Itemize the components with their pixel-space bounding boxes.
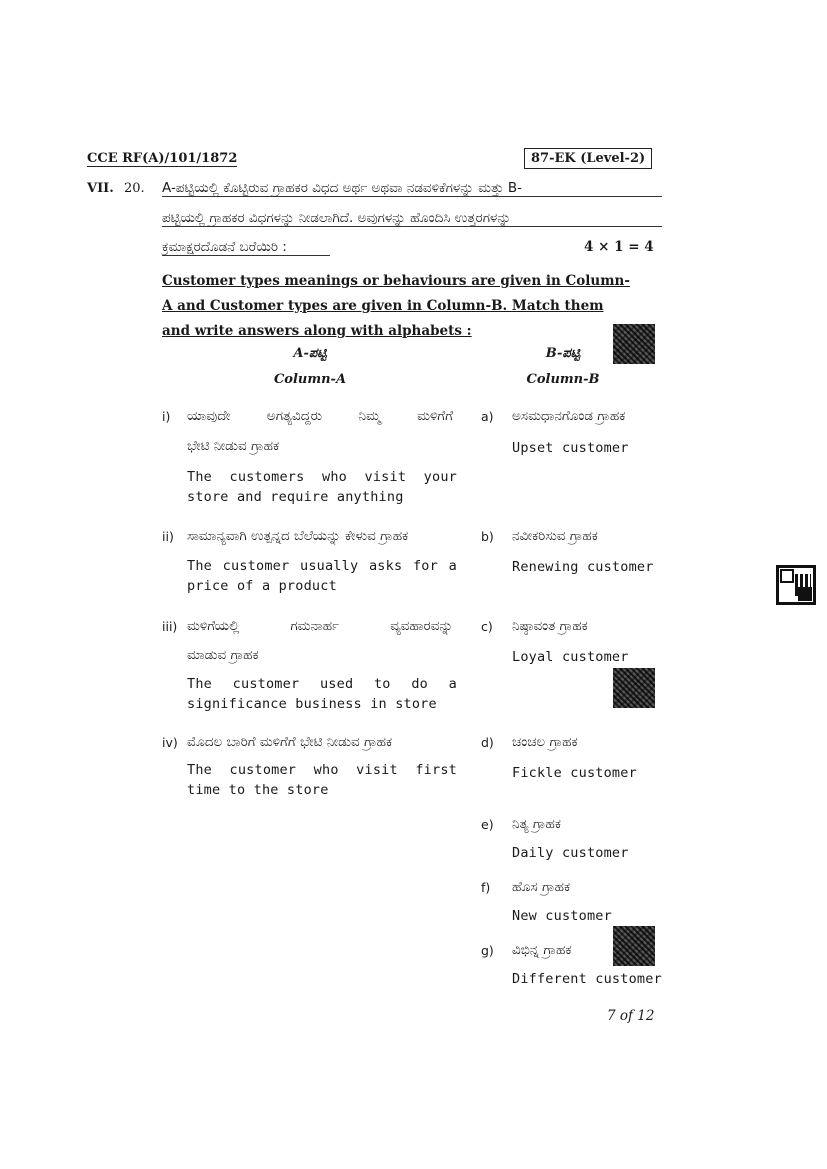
column-b-item-label: e) bbox=[481, 817, 494, 832]
column-a-item-label: i) bbox=[162, 409, 171, 424]
column-a-item-english: The customers who visit your store and require anything bbox=[187, 469, 457, 505]
question-kannada-line-1: A-ಪಟ್ಟಿಯಲ್ಲಿ ಕೊಟ್ಟಿರುವ ಗ್ರಾಹಕರ ವಿಧದ ಅರ್ಥ ಅಥವಾ ನಡವಳಿಕೆಗಳನ್ನು ಮತ್ತು B- bbox=[162, 180, 662, 197]
column-b-item-kannada: ವಿಭಿನ್ನ ಗ್ರಾಹಕ bbox=[512, 942, 572, 958]
column-a-item-english: The customer used to do a significance business in store bbox=[187, 676, 457, 712]
column-a-item-english: The customer usually asks for a price of a product bbox=[187, 558, 457, 594]
column-a-item-kannada: ಸಾಮಾನ್ಯವಾಗಿ ಉತ್ಪನ್ನದ ಬೆಲೆಯನ್ನು ಕೇಳುವ ಗ್ರಾಹಕ bbox=[187, 528, 409, 544]
column-a-item-label: iv) bbox=[162, 735, 178, 750]
column-b-item-kannada: ಹೊಸ ಗ್ರಾಹಕ bbox=[512, 879, 571, 895]
section-number: VII. bbox=[87, 181, 114, 196]
column-b-heading-kannada: B-ಪಟ್ಟಿ bbox=[545, 346, 581, 361]
column-b-item-english: Fickle customer bbox=[512, 765, 637, 781]
question-english-line-2: A and Customer types are given in Column-B. Match them bbox=[162, 298, 604, 314]
scan-pattern-image bbox=[613, 668, 655, 708]
paper-code: CCE RF(A)/101/1872 bbox=[87, 151, 238, 166]
question-kannada-line-3: ಕ್ರಮಾಕ್ಷರದೊಡನೆ ಬರೆಯಿರಿ : bbox=[162, 239, 330, 256]
page-number: 7 of 12 bbox=[607, 1008, 655, 1024]
column-b-item-kannada: ನಿತ್ಯ ಗ್ರಾಹಕ bbox=[512, 816, 561, 832]
column-b-heading-english: Column-B bbox=[526, 372, 600, 387]
column-b-item-label: g) bbox=[481, 943, 494, 958]
qr-code-icon bbox=[776, 565, 816, 605]
column-a-item-kannada: ಮಳಿಗೆಯಲ್ಲಿ ಗಮನಾರ್ಹ ವ್ಯವಹಾರವನ್ನು bbox=[187, 618, 453, 634]
column-b-item-english: New customer bbox=[512, 908, 612, 924]
column-b-item-label: f) bbox=[481, 880, 491, 895]
column-b-item-label: d) bbox=[481, 735, 494, 750]
column-b-item-kannada: ನವೀಕರಿಸುವ ಗ್ರಾಹಕ bbox=[512, 528, 598, 544]
column-b-item-kannada: ಚಂಚಲ ಗ್ರಾಹಕ bbox=[512, 734, 578, 750]
column-a-item-label: iii) bbox=[162, 619, 178, 634]
column-b-item-english: Renewing customer bbox=[512, 559, 654, 575]
question-marks: 4 × 1 = 4 bbox=[584, 239, 654, 255]
column-a-heading-kannada: A-ಪಟ್ಟಿ bbox=[293, 346, 327, 361]
column-b-item-english: Different customer bbox=[512, 971, 662, 987]
question-kannada-line-2: ಪಟ್ಟಿಯಲ್ಲಿ ಗ್ರಾಹಕರ ವಿಧಗಳನ್ನು ನೀಡಲಾಗಿದೆ. ಅವುಗಳನ್ನು ಹೊಂದಿಸಿ ಉತ್ತರಗಳನ್ನು bbox=[162, 210, 662, 227]
column-a-item-label: ii) bbox=[162, 529, 174, 544]
column-a-item-kannada: ಮೊದಲ ಬಾರಿಗೆ ಮಳಿಗೆಗೆ ಭೇಟಿ ನೀಡುವ ಗ್ರಾಹಕ bbox=[187, 734, 393, 750]
column-b-item-english: Loyal customer bbox=[512, 649, 629, 665]
column-a-item-kannada: ಮಾಡುವ ಗ್ರಾಹಕ bbox=[187, 647, 259, 663]
question-english-line-3: and write answers along with alphabets : bbox=[162, 323, 472, 339]
column-a-item-kannada: ಯಾವುದೇ ಅಗತ್ಯವಿದ್ದರು ನಿಮ್ಮ ಮಳಿಗೆಗೆ bbox=[187, 408, 453, 424]
column-a-item-english: The customer who visit first time to the store bbox=[187, 762, 457, 798]
column-a-heading-english: Column-A bbox=[273, 372, 347, 387]
column-b-item-english: Upset customer bbox=[512, 440, 629, 456]
column-b-item-label: a) bbox=[481, 409, 494, 424]
column-b-item-label: b) bbox=[481, 529, 494, 544]
column-b-item-kannada: ಅಸಮಧಾನಗೊಂಡ ಗ್ರಾಹಕ bbox=[512, 408, 626, 424]
scan-pattern-image bbox=[613, 926, 655, 966]
column-a-item-kannada: ಭೇಟಿ ನೀಡುವ ಗ್ರಾಹಕ bbox=[187, 438, 280, 454]
column-b-item-label: c) bbox=[481, 619, 493, 634]
column-b-item-kannada: ನಿಷ್ಠಾವಂತ ಗ್ರಾಹಕ bbox=[512, 618, 588, 634]
question-number: 20. bbox=[124, 181, 145, 196]
question-english-line-1: Customer types meanings or behaviours are given in Column- bbox=[162, 273, 630, 289]
paper-level-box: 87-EK (Level-2) bbox=[524, 148, 652, 169]
column-b-item-english: Daily customer bbox=[512, 845, 629, 861]
